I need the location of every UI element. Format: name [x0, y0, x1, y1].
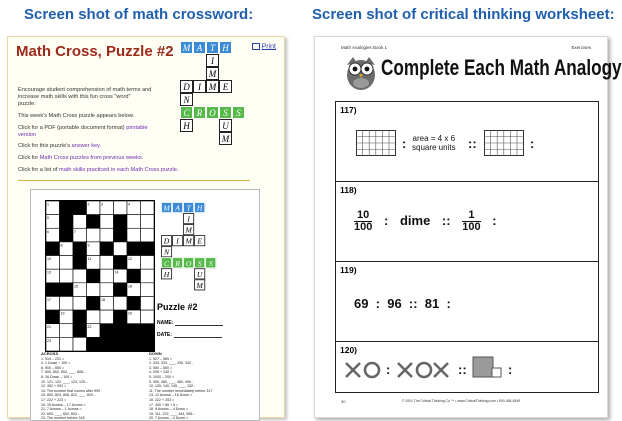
- grid-svg: [46, 201, 154, 351]
- separator: ::: [458, 362, 467, 377]
- grid-cell: [141, 228, 155, 242]
- clue: 5. 1000 – 200 =: [149, 374, 175, 379]
- grid-number: 12: [128, 257, 132, 262]
- logo-cell: R: [172, 257, 183, 268]
- separator: ::: [468, 136, 477, 151]
- logo-cell: M: [206, 67, 219, 80]
- grid-number: 5: [47, 216, 49, 221]
- skills-text: Click for a list of math skills practiced in each Math Cross puzzle.: [18, 167, 179, 173]
- square-shapes-icon: [472, 356, 502, 382]
- print-label: Print: [261, 43, 276, 51]
- logo-cell: O: [183, 257, 194, 268]
- logo-cell: I: [206, 54, 219, 67]
- grid-number: 18: [101, 297, 105, 302]
- logo-cell: S: [219, 106, 232, 119]
- puzzle-sheet: [30, 189, 260, 421]
- logo-cell: M: [183, 224, 194, 235]
- grid-number: 16: [128, 284, 132, 289]
- logo-cell: T: [206, 41, 219, 54]
- grid-cell: [141, 269, 155, 283]
- logo-cell: H: [219, 41, 232, 54]
- logo-cell: M: [206, 80, 219, 93]
- clue: 2. 333, 333, ___, 339, 342...: [149, 361, 194, 366]
- clue: 1. 527 – 589 =: [149, 356, 173, 361]
- word-dime: dime: [399, 212, 431, 228]
- worksheet-title: Complete Each Math Analogy: [381, 55, 622, 80]
- problem-117: [335, 101, 599, 183]
- logo-cell: D: [180, 80, 193, 93]
- logo-cell: U: [219, 119, 232, 132]
- clue: 19. 15 Across – 17 Across =: [41, 402, 86, 407]
- grid-cell: [100, 269, 114, 283]
- clue: 12. 452 + 993 =: [41, 384, 67, 389]
- version-link[interactable]: version: [18, 132, 37, 138]
- separator: :: [492, 212, 497, 228]
- clue: 23. The number before 318: [41, 416, 85, 421]
- grid-cell: [127, 296, 141, 310]
- grid-cell: [87, 215, 101, 229]
- clue: 14. The number that comes after 999: [41, 388, 101, 393]
- across-clues: [41, 352, 100, 421]
- crossword-grid: [45, 200, 155, 352]
- grid-number: 23: [47, 338, 51, 343]
- grid-cell: [141, 201, 155, 215]
- analogy-118: [354, 210, 497, 233]
- grid-cell: [100, 337, 114, 351]
- grid-cell: [73, 310, 87, 324]
- separator: :: [383, 212, 389, 228]
- grid-number: 6: [47, 229, 49, 234]
- logo-cell: A: [172, 202, 183, 213]
- week-text: This week's Math Cross puzzle appears below.: [18, 113, 135, 119]
- grid-number: 15: [74, 284, 78, 289]
- grid-cell: [127, 228, 141, 242]
- grid-cell: [60, 201, 74, 215]
- grid-cell: [141, 283, 155, 297]
- logo-cell: H: [194, 202, 205, 213]
- clue: 4. 299 + 240 =: [149, 370, 173, 375]
- worksheet-screenshot: [314, 36, 622, 418]
- grid-cell: [60, 283, 74, 297]
- grid-number: 1: [47, 202, 49, 207]
- grid-number: 2: [87, 202, 90, 207]
- clue: 11. The number immediately before 317: [149, 388, 213, 393]
- book-title: Math Analogies Book 1: [341, 45, 388, 50]
- area-text: [412, 134, 456, 152]
- grid-cell: [87, 228, 101, 242]
- problem-120: [335, 341, 599, 393]
- grid-cell: [141, 310, 155, 324]
- grid-number: 3: [101, 202, 103, 207]
- grid-cell: [127, 215, 141, 229]
- grid-cell: [114, 324, 128, 338]
- problem-number: 119): [340, 265, 357, 275]
- logo-cell: M: [219, 132, 232, 145]
- grid-cell: [127, 324, 141, 338]
- grid-cell: [127, 242, 141, 256]
- logo-cell: M: [194, 279, 205, 290]
- grid-cell: [46, 310, 60, 324]
- grid-cell: [141, 215, 155, 229]
- grid-number: 21: [47, 325, 51, 330]
- date-field: [157, 332, 222, 338]
- prev-prefix: Click for: [18, 155, 39, 161]
- intro-text: [18, 87, 151, 108]
- grid-cell: [46, 283, 60, 297]
- previous-text: Click for Math Cross puzzles from previous weeks.: [18, 155, 144, 161]
- divider: [18, 180, 250, 181]
- grid-number: 4: [128, 202, 130, 207]
- grid-number: 8: [60, 243, 63, 248]
- grid-cell: [127, 337, 141, 351]
- logo-cell: A: [193, 41, 206, 54]
- logo-cell: N: [180, 93, 193, 106]
- clue: 13. 12 Across – 16 Down =: [149, 393, 193, 398]
- logo-cell: E: [219, 80, 232, 93]
- logo-cell: R: [193, 106, 206, 119]
- logo-cell: H: [180, 119, 193, 132]
- fraction-1-100: [462, 210, 480, 233]
- clue: 7. 800, 802, 804, ___, 808...: [41, 370, 86, 375]
- grid-cell: [46, 242, 60, 256]
- fraction-denominator: 100: [354, 221, 373, 233]
- answer-key-link[interactable]: answer key: [71, 143, 100, 149]
- grid-cell: [114, 283, 128, 297]
- clue: 10. 135, 140, 145, ___, 152...: [149, 384, 196, 389]
- skills-prefix: Click for a list of: [18, 167, 58, 173]
- grid-cell: [114, 242, 128, 256]
- logo-cell: S: [194, 257, 205, 268]
- grid-number: 10: [47, 257, 51, 262]
- clue: 1. 514 – 231 =: [41, 356, 65, 361]
- grid-cell: [73, 296, 87, 310]
- grid-cell: [100, 310, 114, 324]
- grid-number: 11: [87, 257, 92, 262]
- grid-cell: [60, 215, 74, 229]
- caption-math-crossword: Screen shot of math crossword:: [24, 6, 254, 23]
- across-title: ACROSS: [41, 351, 59, 356]
- grid-cell: [100, 283, 114, 297]
- date-label: DATE:: [157, 332, 172, 338]
- grid-cell: [60, 337, 74, 351]
- problem-118: [335, 181, 599, 263]
- puzzle-number: Puzzle #2: [157, 302, 198, 312]
- logo-cell: I: [172, 235, 183, 246]
- logo-cell: C: [180, 106, 193, 119]
- fraction-denominator: 100: [462, 221, 481, 233]
- grid-cell: [100, 215, 114, 229]
- grid-cell: [114, 337, 128, 351]
- problem-number: 117): [340, 105, 357, 115]
- grid-cell: [100, 242, 114, 256]
- logo-cell: I: [183, 213, 194, 224]
- key-prefix: Click for this puzzle's: [18, 143, 71, 149]
- skills-link[interactable]: math skills practiced in each Math Cross puzzle: [59, 167, 177, 173]
- logo-cell: O: [206, 106, 219, 119]
- grid-cell: [114, 256, 128, 270]
- grid-number: 20: [128, 311, 132, 316]
- grid-cell: [73, 256, 87, 270]
- logo-cell: I: [193, 80, 206, 93]
- grid-cell: [87, 296, 101, 310]
- clue: 4. 1 Down ÷ 100 =: [41, 361, 71, 366]
- grid-cell: [114, 310, 128, 324]
- grid-cell: [114, 228, 128, 242]
- area-label: area = 4 x 6: [412, 134, 456, 143]
- logo-cell: S: [205, 257, 216, 268]
- grid-number: 22: [87, 325, 92, 330]
- math-cross-logo: [180, 41, 272, 144]
- grid-cell: [60, 324, 74, 338]
- grid-cell: [114, 296, 128, 310]
- answer-key-text: Click for this puzzle's answer key.: [18, 143, 102, 149]
- grid-cell: [141, 324, 155, 338]
- separator: :: [508, 362, 513, 377]
- name-label: NAME:: [157, 320, 174, 326]
- grid-cell: [87, 337, 101, 351]
- grid-cell: [141, 242, 155, 256]
- separator: :: [402, 136, 407, 151]
- separator: :: [530, 136, 535, 151]
- intro-line: increase math skills with this fun cross "word": [18, 94, 131, 100]
- intro-line: Encourage student comprehension of math terms and: [18, 87, 152, 93]
- grid-number: 17: [47, 297, 51, 302]
- area-units: square units: [412, 143, 456, 152]
- previous-puzzles-link[interactable]: Math Cross puzzles from previous weeks: [39, 155, 142, 161]
- intro-line: puzzle.: [18, 101, 36, 107]
- grid-cell: [60, 296, 74, 310]
- math-crossword-screenshot: [7, 36, 285, 421]
- grid-number: 13: [47, 270, 51, 275]
- logo-cell: M: [161, 202, 172, 213]
- caption-worksheet: Screen shot of critical thinking worksheet:: [312, 6, 615, 23]
- logo-cell: M: [183, 235, 194, 246]
- down-clues: [149, 352, 212, 421]
- clue: 19. 111, 222, ___, 444, 555...: [149, 411, 196, 416]
- grid-cell: [127, 269, 141, 283]
- grid-cell: [141, 296, 155, 310]
- fraction-10-100: [354, 210, 372, 233]
- logo-cell: C: [161, 257, 172, 268]
- logo-cell: T: [183, 202, 194, 213]
- grid-number: 14: [114, 270, 119, 275]
- clue: 15. 800, 804, 808, 812, ___, 820...: [41, 393, 96, 398]
- grid-cell: [87, 310, 101, 324]
- grid-cell: [60, 256, 74, 270]
- grid-cell: [73, 324, 87, 338]
- logo-cell: M: [180, 41, 193, 54]
- grid-cell: [114, 201, 128, 215]
- clue: 17. 400 + 80 + 6 =: [149, 402, 179, 407]
- grid-cell: [73, 269, 87, 283]
- grid-cell: [100, 256, 114, 270]
- grid-cell: [141, 337, 155, 351]
- printable-link[interactable]: printable: [126, 125, 148, 131]
- grid-4x6-icon: [356, 130, 396, 156]
- grid-cell: [60, 269, 74, 283]
- clue: 17. 222 + 223 =: [41, 397, 67, 402]
- owl-icon: [339, 51, 383, 91]
- grid-cell: [73, 201, 87, 215]
- grid-cell: [87, 269, 101, 283]
- fraction-numerator: 10: [354, 210, 372, 222]
- problem-number: 118): [340, 185, 357, 195]
- grid-4x6-icon: [484, 130, 524, 156]
- pdf-text: [18, 125, 148, 139]
- clue: 16. 222 + 253 =: [149, 397, 175, 402]
- pdf-prefix: Click for a PDF (portable document format): [18, 125, 125, 131]
- grid-cell: [114, 215, 128, 229]
- page-number: 30: [341, 399, 346, 404]
- problem-number: 120): [340, 345, 358, 355]
- logo-cell: N: [161, 246, 172, 257]
- fraction-numerator: 1: [462, 210, 480, 222]
- x-o-icon: [344, 360, 384, 380]
- grid-cell: [73, 242, 87, 256]
- clue: 6. 900 – 660 =: [41, 365, 65, 370]
- x-o-x-icon: [396, 360, 452, 380]
- clue: 22. 600, ___, 602, 603...: [41, 411, 80, 416]
- grid-cell: [60, 228, 74, 242]
- clue: 10. 121, 122, ___, 124, 125...: [41, 379, 88, 384]
- clue: 9. 450, 460, ___, 480, 490...: [149, 379, 194, 384]
- grid-number: 19: [60, 311, 65, 316]
- grid-cell: [100, 324, 114, 338]
- grid-cell: [141, 256, 155, 270]
- clue: 8. 16 Down – 100 =: [41, 374, 73, 379]
- logo-cell: D: [161, 235, 172, 246]
- grid-cell: [73, 337, 87, 351]
- page-kind: Exercises: [571, 45, 591, 50]
- logo-cell: E: [194, 235, 205, 246]
- clue: 18. 8 Across – 4 Down =: [149, 407, 189, 412]
- clue: 21. 7 Across – 1 Across =: [41, 407, 82, 412]
- grid-cell: [73, 215, 87, 229]
- logo-cell: H: [161, 268, 172, 279]
- problem-119: [335, 261, 599, 343]
- page-title: Math Cross, Puzzle #2: [16, 43, 174, 60]
- logo-cell: U: [194, 268, 205, 279]
- separator: :: [386, 362, 391, 377]
- puzzle-logo: [161, 202, 229, 290]
- grid-cell: [87, 283, 101, 297]
- logo-cell: S: [232, 106, 245, 119]
- grid-number: 7: [74, 229, 76, 234]
- grid-cell: [100, 228, 114, 242]
- copyright-footer: © 2001 The Critical Thinking Co.™ • www.CriticalThinking.com • 800-458-4849: [401, 399, 521, 403]
- clue: 3. 550 – 500 =: [149, 365, 173, 370]
- separator: ::: [441, 212, 451, 228]
- down-title: DOWN: [149, 351, 162, 356]
- clue: 20. 7 Across – 4 Down =: [149, 416, 189, 421]
- name-field: [157, 320, 223, 326]
- analogy-119: 69 : 96 :: 81 :: [354, 296, 451, 311]
- grid-number: 9: [87, 243, 90, 248]
